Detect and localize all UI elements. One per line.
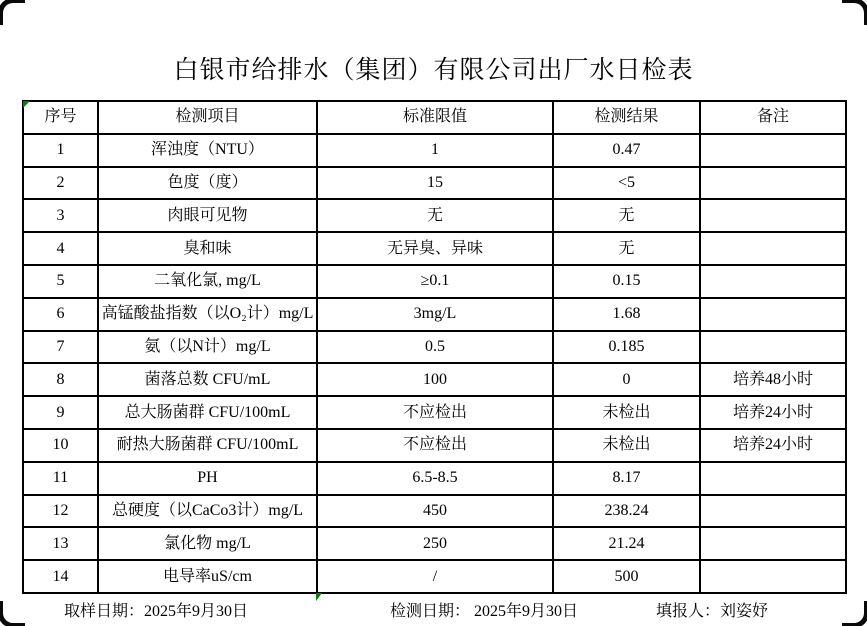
table-cell: 臭和味 [98, 232, 317, 265]
table-cell: 未检出 [553, 429, 700, 462]
table-cell: 不应检出 [317, 396, 553, 429]
table-cell: 高锰酸盐指数（以O₂计）mg/L [98, 298, 317, 331]
table-cell: 0.185 [553, 331, 700, 364]
page-title: 白银市给排水（集团）有限公司出厂水日检表 [173, 57, 694, 84]
table-cell: 3 [23, 199, 98, 232]
table-cell: 450 [317, 495, 553, 528]
table-cell: 无异臭、异味 [317, 232, 553, 265]
table-row [23, 298, 846, 331]
frame-corner-bottom-left [0, 601, 25, 626]
excel-artifact-marker-icon [316, 593, 322, 601]
inspection-table [22, 100, 847, 594]
table-cell [700, 232, 846, 265]
table-cell: PH [98, 462, 317, 495]
table-header-cell: 检测结果 [553, 101, 700, 134]
table-header-cell: 备注 [700, 101, 846, 134]
table-cell: 2 [23, 167, 98, 200]
table-cell: 100 [317, 363, 553, 396]
table-cell: 未检出 [553, 396, 700, 429]
table-header-cell: 序号 [23, 101, 98, 134]
table-cell: 浑浊度（NTU） [98, 134, 317, 167]
table-cell: 7 [23, 331, 98, 364]
table-row [23, 495, 846, 528]
table-row [23, 265, 846, 298]
table-cell: 培养24小时 [700, 429, 846, 462]
table-cell: 1 [23, 134, 98, 167]
table-cell: 21.24 [553, 527, 700, 560]
excel-corner-marker-icon [23, 101, 30, 108]
table-cell: 4 [23, 232, 98, 265]
table-cell: 8 [23, 363, 98, 396]
table-cell: 培养48小时 [700, 363, 846, 396]
frame-corner-bottom-right [842, 601, 867, 626]
table-cell: 0.15 [553, 265, 700, 298]
table-cell: 14 [23, 560, 98, 593]
table-cell: 0.47 [553, 134, 700, 167]
testing-date: 检测日期： 2025年9月30日 [390, 603, 579, 620]
table-cell: / [317, 560, 553, 593]
table-header-cell: 标准限值 [317, 101, 553, 134]
table-cell: 耐热大肠菌群 CFU/100mL [98, 429, 317, 462]
table-cell: 氨（以N计）mg/L [98, 331, 317, 364]
table-cell: <5 [553, 167, 700, 200]
table-cell: 氯化物 mg/L [98, 527, 317, 560]
table-cell [700, 167, 846, 200]
table-cell [700, 199, 846, 232]
table-cell: 色度（度） [98, 167, 317, 200]
table-cell [700, 265, 846, 298]
table-row [23, 134, 846, 167]
table-cell: 1.68 [553, 298, 700, 331]
table-row [23, 167, 846, 200]
table-cell: 250 [317, 527, 553, 560]
table-cell: 0.5 [317, 331, 553, 364]
table-cell: 1 [317, 134, 553, 167]
table-cell: 培养24小时 [700, 396, 846, 429]
table-cell [700, 560, 846, 593]
table-body [23, 134, 846, 593]
table-cell: 8.17 [553, 462, 700, 495]
table-cell: 500 [553, 560, 700, 593]
table-row [23, 462, 846, 495]
table-cell: 无 [553, 232, 700, 265]
table-cell: 3mg/L [317, 298, 553, 331]
table-row [23, 199, 846, 232]
table-cell: 6 [23, 298, 98, 331]
reporter-name: 填报人：刘姿妤 [656, 603, 769, 620]
table-row [23, 560, 846, 593]
frame-corner-top-left [0, 0, 25, 25]
table-cell: 12 [23, 495, 98, 528]
table-cell: 无 [553, 199, 700, 232]
table-cell [700, 331, 846, 364]
table-cell: 6.5-8.5 [317, 462, 553, 495]
table-cell: 5 [23, 265, 98, 298]
table-row [23, 396, 846, 429]
table-cell: 不应检出 [317, 429, 553, 462]
table-cell: 11 [23, 462, 98, 495]
table-cell: 菌落总数 CFU/mL [98, 363, 317, 396]
table-header-row [23, 101, 846, 134]
table-row [23, 232, 846, 265]
table-cell [700, 134, 846, 167]
table-cell [700, 495, 846, 528]
table-row [23, 527, 846, 560]
table-row [23, 363, 846, 396]
table-cell: 13 [23, 527, 98, 560]
table-cell: 15 [317, 167, 553, 200]
table-cell: 10 [23, 429, 98, 462]
table-header-cell: 检测项目 [98, 101, 317, 134]
table-cell: 二氧化氯, mg/L [98, 265, 317, 298]
table-cell: 电导率uS/cm [98, 560, 317, 593]
frame-corner-top-right [842, 0, 867, 25]
table-cell: 9 [23, 396, 98, 429]
table-cell: 总硬度（以CaCo3计）mg/L [98, 495, 317, 528]
table-cell: 238.24 [553, 495, 700, 528]
table-cell: 肉眼可见物 [98, 199, 317, 232]
table-cell [700, 298, 846, 331]
table-cell: 0 [553, 363, 700, 396]
table-cell: 总大肠菌群 CFU/100mL [98, 396, 317, 429]
table-cell: 无 [317, 199, 553, 232]
table-row [23, 331, 846, 364]
sampling-date: 取样日期：2025年9月30日 [64, 603, 249, 620]
table-cell [700, 527, 846, 560]
table-cell [700, 462, 846, 495]
table-cell: ≥0.1 [317, 265, 553, 298]
table-row [23, 429, 846, 462]
